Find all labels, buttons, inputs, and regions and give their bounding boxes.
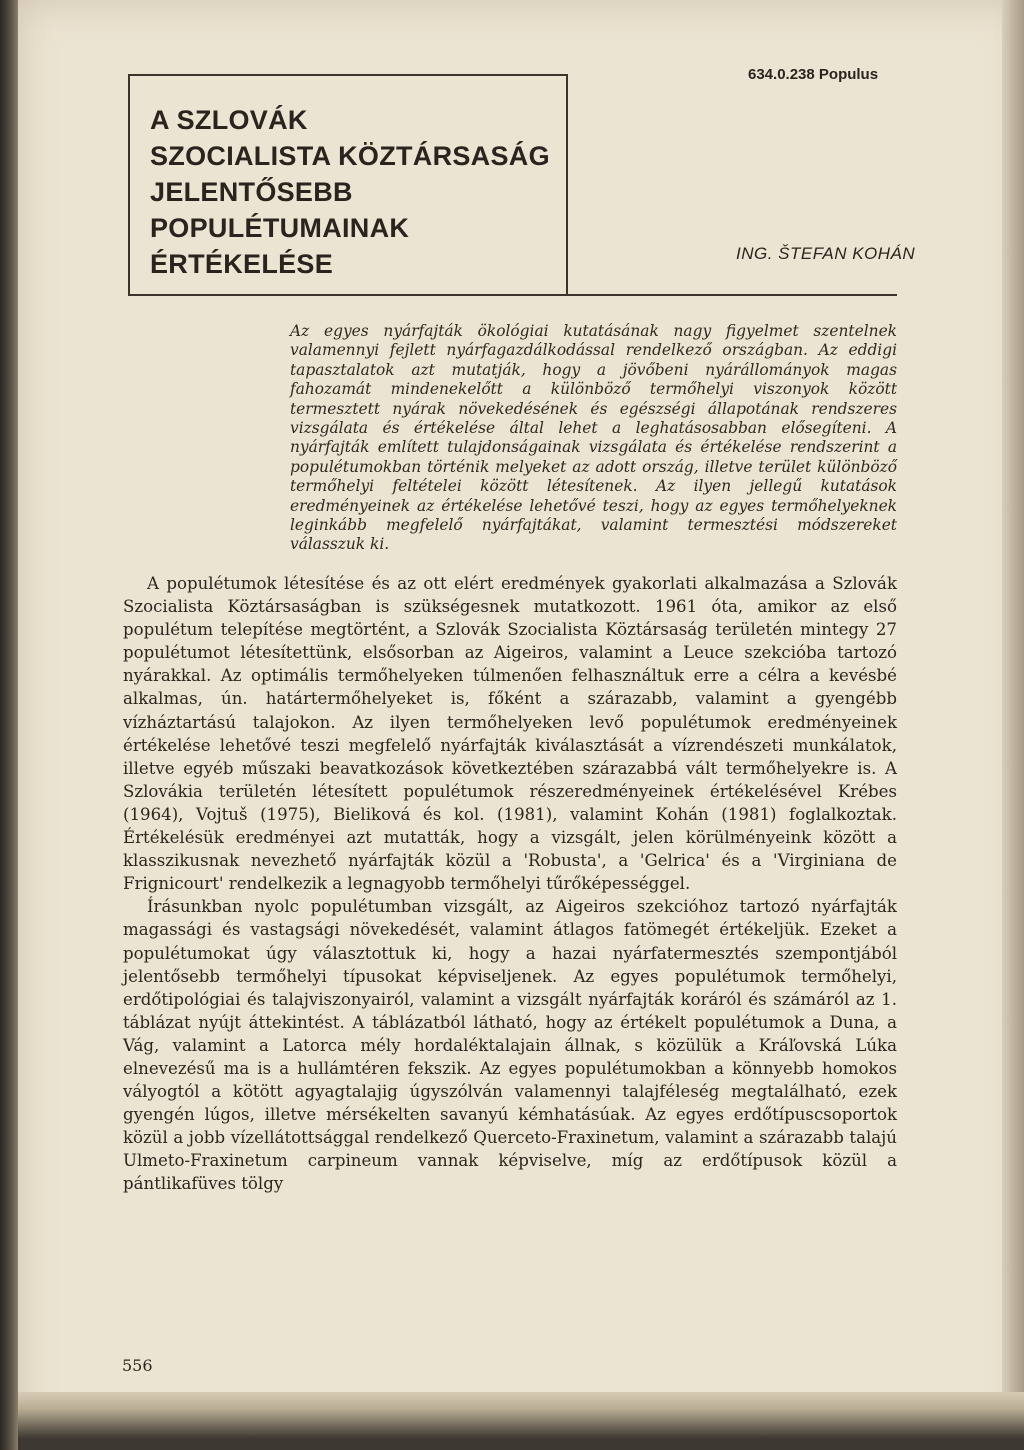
udc-classification: 634.0.238 Populus: [748, 66, 879, 83]
page-right-edge: [1002, 0, 1024, 1400]
title-frame-top-rule: [128, 74, 568, 76]
title-frame-left-rule: [128, 74, 130, 296]
body-paragraph-1: A populétumok létesítése és az ott elért eredmények gyakorlati alkalmazása a Szlovák Szocialista Köztársaságban is szükségesnek mutatkozott. 1961 óta, amikor az első populétum telepítése megtörtént, a Szlovák Szocialista Köztársaság területén mintegy 27 populétumot létesítettünk, elsősorban az Aigeiros, valamint a Leuce szekcióba tartozó nyárakkal. Az optimális termőhelyeken túlmenően felhasználtuk erre a célra a kevésbé alkalmas, ún. határtermőhelyeket is, főként a szárazabb, valamint a gyengébb vízháztartású talajokon. Az ilyen termőhelyeken levő populétumok eredményeinek értékelése lehetővé teszi megfelelő nyárfajták kiválasztását a vízrendészeti munkálatok, illetve egyéb műszaki beavatkozások következtében szárazabbá vált termőhelyekre is. A Szlovákia területén létesített populétumok részeredményeinek értékelésével Krébes (1964), Vojtuš (1975), Bieliková és kol. (1981), valamint Kohán (1981) foglalkoztak. Értékelésük eredményei azt mutatták, hogy a vizsgált, jelen körülményeink között a klasszikusnak nevezhető nyárfajták közül a 'Robusta', a 'Gelrica' és a 'Virginiana de Frignicourt' rendelkezik a legnagyobb termőhelyi tűrőképességgel.: [123, 574, 897, 894]
article-body: [123, 572, 897, 1196]
title-line-3: JELENTŐSEBB POPULÉTUMAINAK: [150, 177, 410, 243]
scan-bottom-shadow: [18, 1392, 1024, 1450]
title-line-1: A SZLOVÁK: [150, 105, 308, 135]
body-paragraph-2: Írásunkban nyolc populétumban vizsgált, az Aigeiros szekcióhoz tartozó nyárfajták magassági és vastagsági növekedését, valamint átlagos fatömegét értékeljük. Ezeket a populétumokat úgy választottuk ki, hogy a hazai nyárfatermesztés szempontjából jelentősebb termőhelyi típusokat képviseljenek. Az egyes populétumok termőhelyi, erdőtipológiai és talajviszonyairól, valamint a vizsgált nyárfajták koráról és számáról az 1. táblázat nyújt áttekintést. A táblázatból látható, hogy az értékelt populétumok a Duna, a Vág, valamint a Latorca mély hordaléktalajain állnak, s közülük a Kráľovská Lúka elnevezésű ma is a hullámtéren fekszik. Az egyes populétumokban a könnyebb homokos vályogtól a kötött agyagtalajig úgyszólván valamennyi talajféleség megtalálható, ezek gyengén lúgos, illetve mérsékelten savanyú kémhatásúak. Az egyes erdőtípuscsoportok közül a jobb vízellátottsággal rendelkező Querceto-Fraxinetum, valamint a szárazabb talajú Ulmeto-Fraxinetum carpineum vannak képviselve, míg az erdőtípusok közül a pántlikafüves tölgy: [123, 897, 897, 1194]
article-title: [150, 102, 550, 282]
title-line-4: ÉRTÉKELÉSE: [150, 249, 334, 279]
title-frame-bottom-rule: [128, 294, 897, 296]
book-binding-edge: [0, 0, 18, 1450]
author-name: ING. ŠTEFAN KOHÁN: [736, 244, 916, 263]
title-line-2: SZOCIALISTA KÖZTÁRSASÁG: [150, 141, 550, 171]
abstract: Az egyes nyárfajták ökológiai kutatásának nagy figyelmet szentelnek valamennyi fejlett nyárfagazdálkodással rendelkező országban. Az eddigi tapasztalatok azt mutatják, hogy a jövőbeni nyárállományok magas fahozamát mindenekelőtt a különböző termőhelyi viszonyok között termesztett nyárak növekedésének és egészségi állapotának rendszeres vizsgálata és értékelése által lehet a leghatásosabban elősegíteni. A nyárfajták említett tulajdonságainak vizsgálata és értékelése rendszerint a populétumokban történik melyeket az adott ország, illetve terület különböző termőhelyi feltételei között létesítenek. Az ilyen jellegű kutatások eredményeinek az értékelése lehetővé teszi, hogy az egyes termőhelyeknek leginkább megfelelő nyárfajtákat, valamint termesztési módszereket válasszuk ki.: [290, 322, 897, 554]
title-frame-divider-rule: [566, 74, 568, 296]
page-number: 556: [122, 1356, 153, 1375]
